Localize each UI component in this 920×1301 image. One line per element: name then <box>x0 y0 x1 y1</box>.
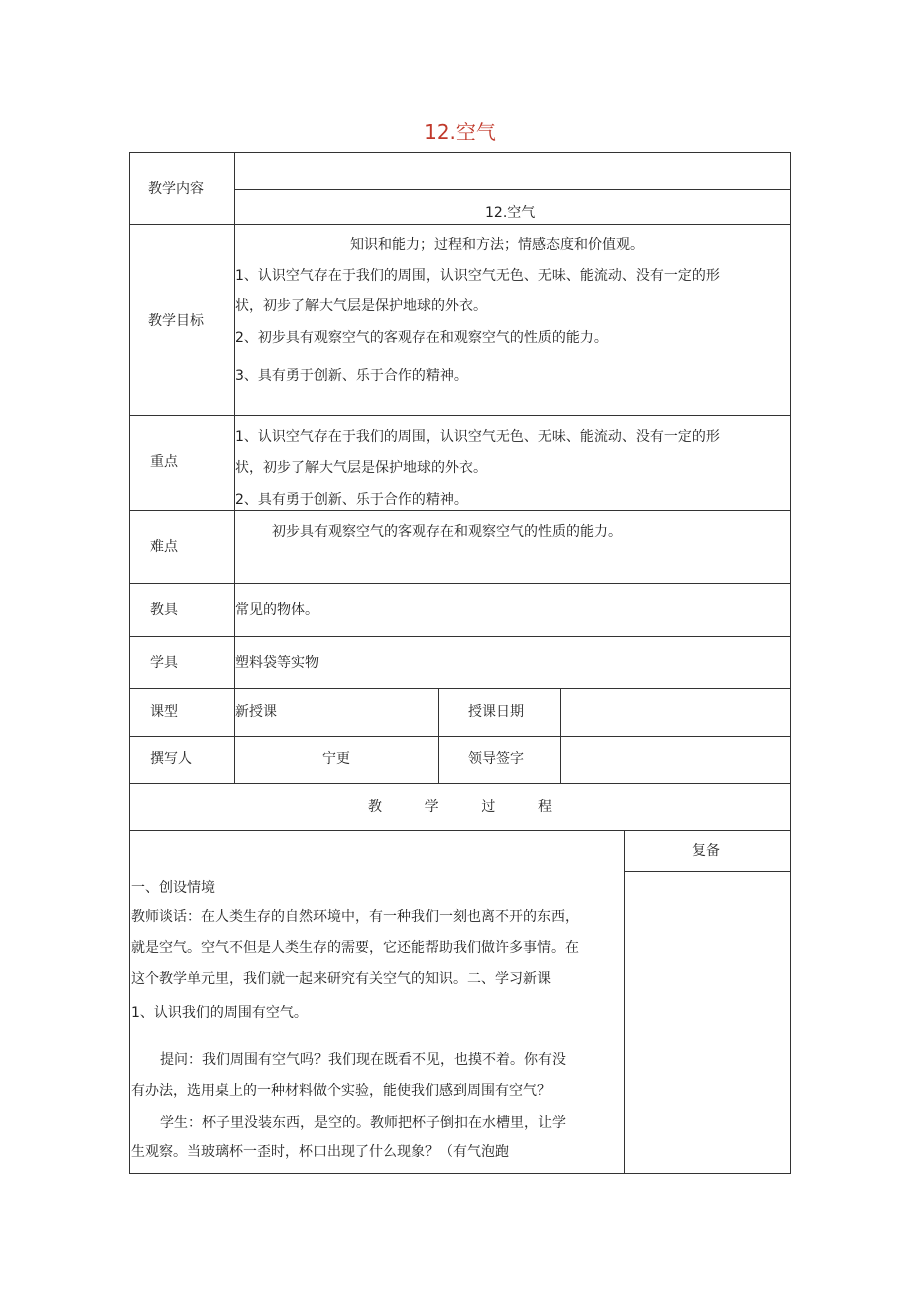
process-line: 生观察。当玻璃杯一歪时，杯口出现了什么现象？（有气泡跑 <box>131 1144 509 1160</box>
process-line: 学生：杯子里没装东西，是空的。教师把杯子倒扣在水槽里，让学 <box>160 1115 566 1131</box>
objectives-label: 教学目标 <box>148 313 204 329</box>
content-label: 教学内容 <box>148 181 204 197</box>
objectives-item-2: 2、初步具有观察空气的客观存在和观察空气的性质的能力。 <box>235 330 608 346</box>
row-divider <box>129 510 791 511</box>
process-line: 就是空气。空气不但是人类生存的需要，它还能帮助我们做许多事情。在 <box>131 940 579 956</box>
page-title: 12.空气 <box>424 120 496 144</box>
student-aids-label: 学具 <box>150 655 178 671</box>
key-points-item-1b: 状，初步了解大气层是保护地球的外衣。 <box>235 460 487 476</box>
cell-divider <box>624 871 791 872</box>
process-heading-char: 教 <box>368 799 382 815</box>
row-divider <box>129 830 791 831</box>
content-value: 12.空气 <box>485 205 536 221</box>
row-divider <box>129 415 791 416</box>
column-divider <box>560 688 561 783</box>
process-heading-char: 过 <box>481 799 496 815</box>
author-label: 撰写人 <box>150 751 192 767</box>
objectives-item-1b: 状，初步了解大气层是保护地球的外衣。 <box>235 298 487 314</box>
process-line: 这个教学单元里，我们就一起来研究有关空气的知识。二、学习新课 <box>131 971 551 987</box>
author-value: 宁更 <box>322 751 350 767</box>
key-points-item-1a: 1、认识空气存在于我们的周围，认识空气无色、无味、能流动、没有一定的形 <box>235 429 720 445</box>
objectives-item-1a: 1、认识空气存在于我们的周围，认识空气无色、无味、能流动、没有一定的形 <box>235 268 720 284</box>
objectives-item-3: 3、具有勇于创新、乐于合作的精神。 <box>235 368 468 384</box>
lesson-type-value: 新授课 <box>235 704 277 720</box>
cell-divider <box>234 189 791 190</box>
process-line: 提问：我们周围有空气吗？我们现在既看不见，也摸不着。你有没 <box>160 1052 566 1068</box>
row-divider <box>129 636 791 637</box>
lesson-type-label: 课型 <box>150 704 178 720</box>
difficulty-value: 初步具有观察空气的客观存在和观察空气的性质的能力。 <box>272 524 622 540</box>
difficulty-label: 难点 <box>150 539 178 555</box>
row-divider <box>129 736 791 737</box>
student-aids-value: 塑料袋等实物 <box>235 655 319 671</box>
key-points-label: 重点 <box>150 454 178 470</box>
teaching-aids-label: 教具 <box>150 602 178 618</box>
row-divider <box>129 583 791 584</box>
review-label: 复备 <box>692 843 720 859</box>
process-line: 教师谈话：在人类生存的自然环境中，有一种我们一刻也离不开的东西， <box>131 909 579 925</box>
row-divider <box>129 783 791 784</box>
leader-sign-label: 领导签字 <box>468 751 524 767</box>
process-line: 有办法，选用桌上的一种材料做个实验，能使我们感到周围有空气？ <box>131 1083 551 1099</box>
teaching-aids-value: 常见的物体。 <box>235 602 319 618</box>
row-divider <box>129 688 791 689</box>
process-heading <box>368 800 552 814</box>
process-heading-char: 学 <box>424 799 439 815</box>
column-divider <box>624 830 625 1174</box>
process-line: 1、认识我们的周围有空气。 <box>131 1005 308 1021</box>
lesson-date-label: 授课日期 <box>468 704 524 720</box>
key-points-item-2: 2、具有勇于创新、乐于合作的精神。 <box>235 492 468 508</box>
process-heading-char: 程 <box>537 799 552 815</box>
objectives-header: 知识和能力；过程和方法；情感态度和价值观。 <box>350 237 644 253</box>
process-line: 一、创设情境 <box>131 880 215 896</box>
row-divider <box>129 224 791 225</box>
column-divider <box>438 688 439 783</box>
